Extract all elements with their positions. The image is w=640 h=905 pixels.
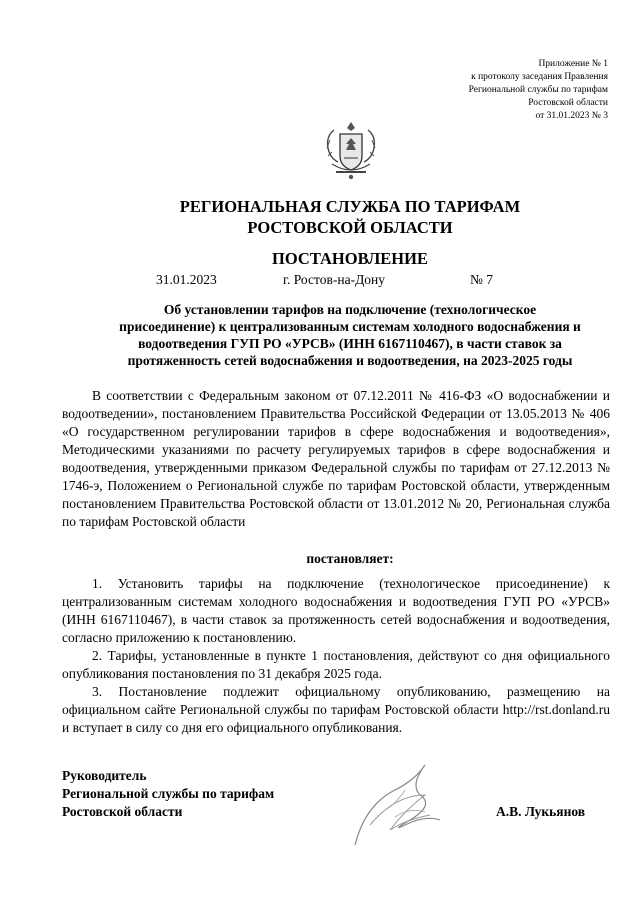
signer-title-line: Ростовской области [62,804,183,819]
handwritten-signature [335,755,465,855]
appendix-line: Приложение № 1 [538,59,608,69]
organization-name [60,196,640,238]
appendix-line: Региональной службы по тарифам [468,85,608,95]
signer-title-line: Региональной службы по тарифам [62,786,275,801]
signer-title-line: Руководитель [62,768,147,783]
document-type: ПОСТАНОВЛЕНИЕ [272,249,428,268]
resolution-item: 3. Постановление подлежит официальному опубликованию, размещению на официальном сайте Региональной службы по тарифам Ростовской области http://rst.donland.ru и вступает в силу со дня его официального опубликования. [62,684,610,735]
signer-name: А.В. Лукьянов [496,804,586,819]
coat-of-arms-emblem [322,120,380,182]
appendix-line: от 31.01.2023 № 3 [535,111,608,121]
signer-title [62,767,274,821]
document-date: 31.01.2023 [156,272,217,287]
resolution-items [62,575,610,737]
subject-line: присоединение) к централизованным системам холодного водоснабжения и [119,319,581,334]
appendix-note [348,58,608,123]
organization-line: РЕГИОНАЛЬНАЯ СЛУЖБА ПО ТАРИФАМ [179,197,521,216]
organization-line: РОСТОВСКОЙ ОБЛАСТИ [247,218,453,237]
resolution-item: 2. Тарифы, установленные в пункте 1 постановления, действуют со дня официального опубликования постановления по 31 декабря 2025 года. [62,648,610,681]
document-subject [60,301,640,369]
document-place: г. Ростов-на-Дону [283,272,386,287]
subject-line: протяженность сетей водоснабжения и водоотведения, на 2023-2025 годы [127,353,573,368]
appendix-line: Ростовской области [528,98,608,108]
preamble-paragraph: В соответствии с Федеральным законом от 07.12.2011 № 416-ФЗ «О водоснабжении и водоотведении», постановлением Правительства Российской Федерации от 13.05.2013 № 406 «О государственном регулировании тарифов в сфере водоснабжения и водоотведения», Методическими указаниями по расчету регулируемых тарифов в сфере водоснабжения и водоотведения, утвержденными приказом Федеральной службы по тарифам от 27.12.2013 № 1746-э, Положением о Региональной службе по тарифам Ростовской области, утвержденным постановлением Правительства Ростовской области от 13.01.2012 № 20, Региональная служба по тарифам Ростовской области [62,388,610,529]
subject-line: водоотведения ГУП РО «УРСВ» (ИНН 6167110467), в части ставок за [138,336,562,351]
resolution-item: 1. Установить тарифы на подключение (технологическое присоединение) к централизованным системам холодного водоснабжения и водоотведения ГУП РО «УРСВ» (ИНН 6167110467), в части ставок за протяженность сетей водоснабжения и водоотведения, согласно приложению к постановлению. [62,576,610,645]
subject-line: Об установлении тарифов на подключение (технологическое [163,302,537,317]
resolution-word: постановляет: [306,551,394,566]
appendix-line: к протоколу заседания Правления [471,72,608,82]
document-number: № 7 [470,272,494,287]
